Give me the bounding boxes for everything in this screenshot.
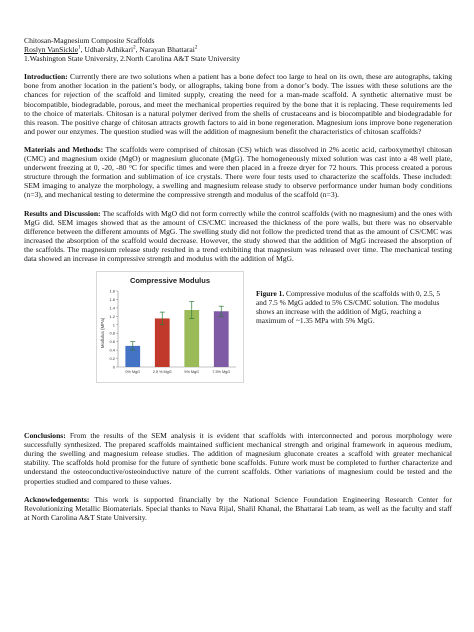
results-section: [24, 209, 452, 264]
y-axis-label: Modulus (MPa): [100, 317, 105, 349]
figure-label: Figure 1.: [256, 289, 285, 299]
author: Roslyn VanSickle$^1$,: [24, 45, 85, 55]
section-heading: Results and Discussion:: [24, 208, 101, 218]
methods-section: [24, 145, 452, 200]
y-tick-label: 0.8: [109, 330, 115, 336]
section-heading: Conclusions:: [24, 431, 66, 441]
author-list: [24, 45, 452, 54]
section-body: The scaffolds were comprised of chitosan (CS) which was dissolved in 2% acetic acid, carboxymethyl chitosan (CMC) and magnesium oxide (MgO) or magnesium gluconate (MgG). The homogeneously mixed solution was cast into a 48 well plate, underwent freezing at 0, -20, -80 °C for specific times and were then placed in a freeze dryer for 72 hours. This process created a porous structure through the formation and sublimation of ice crystals. There were four tests used to characterize the scaffolds. These included: SEM imaging to analyze the morphology, a swelling and magnesium release study to observe performance under human body conditions (n=3), and mechanical testing to determine the compressive strength and modulus of the scaffold (n=3).: [24, 144, 452, 200]
author: Udhab Adhikari$^2$,: [84, 45, 140, 55]
y-tick-label: 0.2: [109, 356, 115, 362]
y-tick-label: 1: [112, 322, 115, 328]
x-tick-label: 0% MgG: [125, 370, 141, 375]
x-tick-label: 5% MgG: [184, 370, 200, 375]
introduction-section: [24, 72, 452, 136]
y-tick-label: 0.6: [109, 339, 115, 345]
section-body: The scaffolds with MgO did not form correctly while the control scaffolds (with no magnesium) and the ones with MgG did. SEM images showed that as the amount of CS/CMC increased the thickness of the pore walls, but there was no observable difference between the different amounts of MgG. The swelling study did not follow the predicted trend that as the amount of CS/CMC was increased the absorption of the scaffold would decrease. However, the study showed that the addition of MgG increased the absorption of the scaffolds. The magnesium release study resulted in a trend exhibiting that magnesium was released over time. The mechanical testing data showed an increase in compressive strength and modulus with the addition of MgG.: [24, 208, 452, 263]
paper-page: [24, 36, 452, 522]
figure-1: [24, 271, 452, 431]
y-tick-label: 0: [112, 364, 115, 370]
section-heading: Materials and Methods:: [24, 144, 104, 154]
section-heading: Introduction:: [24, 72, 68, 82]
author: Narayan Bhattarai$^2$: [139, 45, 198, 55]
conclusions-section: [24, 431, 452, 486]
y-tick-label: 1.4: [109, 305, 115, 311]
section-heading: Acknowledgements:: [24, 494, 90, 504]
compressive-modulus-chart: [96, 271, 244, 383]
y-tick-label: 1.2: [109, 313, 115, 319]
bar: [155, 319, 170, 368]
x-tick-label: 7.5% MgG: [212, 370, 231, 375]
y-tick-label: 1.8: [109, 288, 115, 294]
acknowledgements-section: [24, 495, 452, 522]
bar: [214, 311, 229, 367]
x-tick-label: 2.5 % MgG: [152, 370, 172, 375]
chart-title: Compressive Modulus: [129, 276, 211, 286]
affiliations: 1.Washington State University, 2.North Carolina A&T State University: [24, 54, 240, 64]
figure-caption: [256, 289, 444, 325]
paper-title: Chitosan-Magnesium Composite Scaffolds: [24, 36, 155, 45]
y-tick-label: 1.6: [109, 297, 115, 303]
section-body: Currently there are two solutions when a patient has a bone defect too large to heal on its own, these are autographs, taking bone from another location in the patient’s body, or allographs, taking bone from a donor’s body. The issues with these solutions are the chances for rejection of the scaffold and limited supply, creating the need for a man-made scaffold. A synthetic alternative must be biocompatible, biodegradable, porous, and meet the mechanical properties required by the bone that it is replacing. These requirements led to the choice of materials. Chitosan is a natural polymer derived from the shells of crustaceans and is biocompatible and biodegradable for this reason. The positive charge of chitosan attracts growth factors to aid in bone regeneration. Magnesium ions improve bone regeneration and power our enzymes. The question studied was will the addition of magnesium benefit the characteristics of chitosan scaffolds?: [24, 72, 452, 136]
section-body: This work is supported financially by the National Science Foundation Engineering Research Center for Revolutionizing Metallic Biomaterials. Special thanks to Nava Rijal, Shalil Khanal, the Bhattarai Lab team, as well as the faculty and staff at North Carolina A&T State University.: [24, 494, 452, 522]
caption-text: Compressive modulus of the scaffolds with 0, 2.5, 5 and 7.5 % MgG added to 5% CS/CMC solution. The modulus shows an increase with the addition of MgG, reaching a maximum of ~1.35 MPa with 5% MgG.: [256, 289, 441, 326]
y-tick-label: 0.4: [109, 347, 115, 353]
section-body: From the results of the SEM analysis it is evident that scaffolds with interconnected and porous morphology were successfully synthesized. The prepared scaffolds maintained sufficient mechanical strength and original framework in aqueous medium, during the swelling and magnesium release studies. The addition of magnesium gluconate creates a scaffold with greater mechanical stability. The scaffolds hold promise for the future of synthetic bone scaffolds. Future work must be completed to further characterize and understand the osteoconductive/osteoinductive nature of the current scaffolds. Other variations of magnesium could be tested and the properties studied and compared to these values.: [24, 431, 452, 486]
